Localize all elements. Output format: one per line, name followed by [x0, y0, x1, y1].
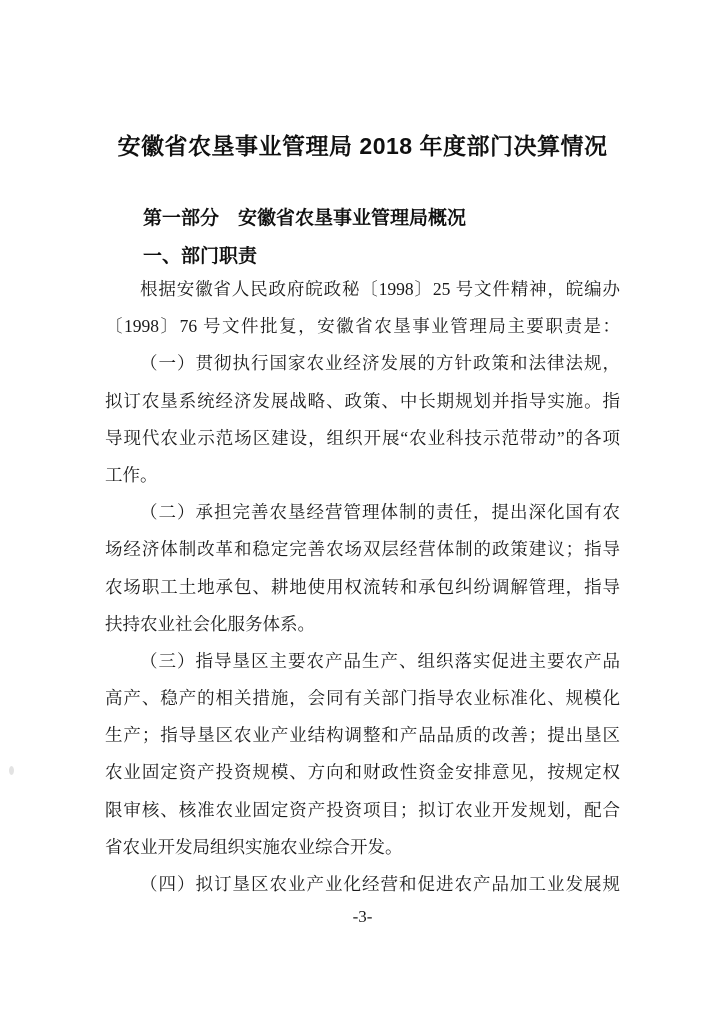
body-line: 省农业开发局组织实施农业综合开发。 — [105, 836, 403, 857]
section-heading: 一、部门职责 — [143, 246, 258, 267]
body-line: 工作。 — [105, 464, 158, 485]
body-line: 限审核、核准农业固定资产投资项目；拟订农业开发规划，配合 — [105, 799, 620, 820]
body-line: 导现代农业示范场区建设，组织开展“农业科技示范带动”的各项 — [105, 427, 620, 448]
body-line: 扶持农业社会化服务体系。 — [105, 613, 315, 634]
part-heading: 第一部分 安徽省农垦事业管理局概况 — [143, 208, 467, 229]
body-line: 场经济体制改革和稳定完善农场双层经营体制的政策建议；指导 — [105, 539, 620, 560]
body-line: 拟订农垦系统经济发展战略、政策、中长期规划并指导实施。指 — [105, 390, 620, 411]
page-content — [105, 0, 620, 928]
body-line: 根据安徽省人民政府皖政秘〔1998〕25 号文件精神，皖编办 — [140, 279, 620, 299]
body-line: 〔1998〕76 号文件批复，安徽省农垦事业管理局主要职责是： — [105, 316, 620, 337]
scan-artifact — [9, 766, 14, 775]
body-line: （三）指导垦区主要农产品生产、组织落实促进主要农产品 — [140, 650, 620, 671]
body-line: （四）拟订垦区农业产业化经营和促进农产品加工业发展规 — [140, 874, 620, 894]
body-line: 农业固定资产投资规模、方向和财政性资金安排意见，按规定权 — [105, 762, 620, 783]
page-number: -3- — [352, 907, 373, 927]
body-line: 生产；指导垦区农业产业结构调整和产品品质的改善；提出垦区 — [105, 725, 620, 746]
body-text — [105, 271, 620, 903]
body-line: 高产、稳产的相关措施，会同有关部门指导农业标准化、规模化 — [105, 688, 620, 709]
body-line: （一）贯彻执行国家农业经济发展的方针政策和法律法规， — [140, 353, 620, 374]
document-title: 安徽省农垦事业管理局 2018 年度部门决算情况 — [117, 133, 608, 159]
body-line: 农场职工土地承包、耕地使用权流转和承包纠纷调解管理，指导 — [105, 576, 620, 597]
body-line: （二）承担完善农垦经营管理体制的责任，提出深化国有农 — [140, 502, 620, 523]
